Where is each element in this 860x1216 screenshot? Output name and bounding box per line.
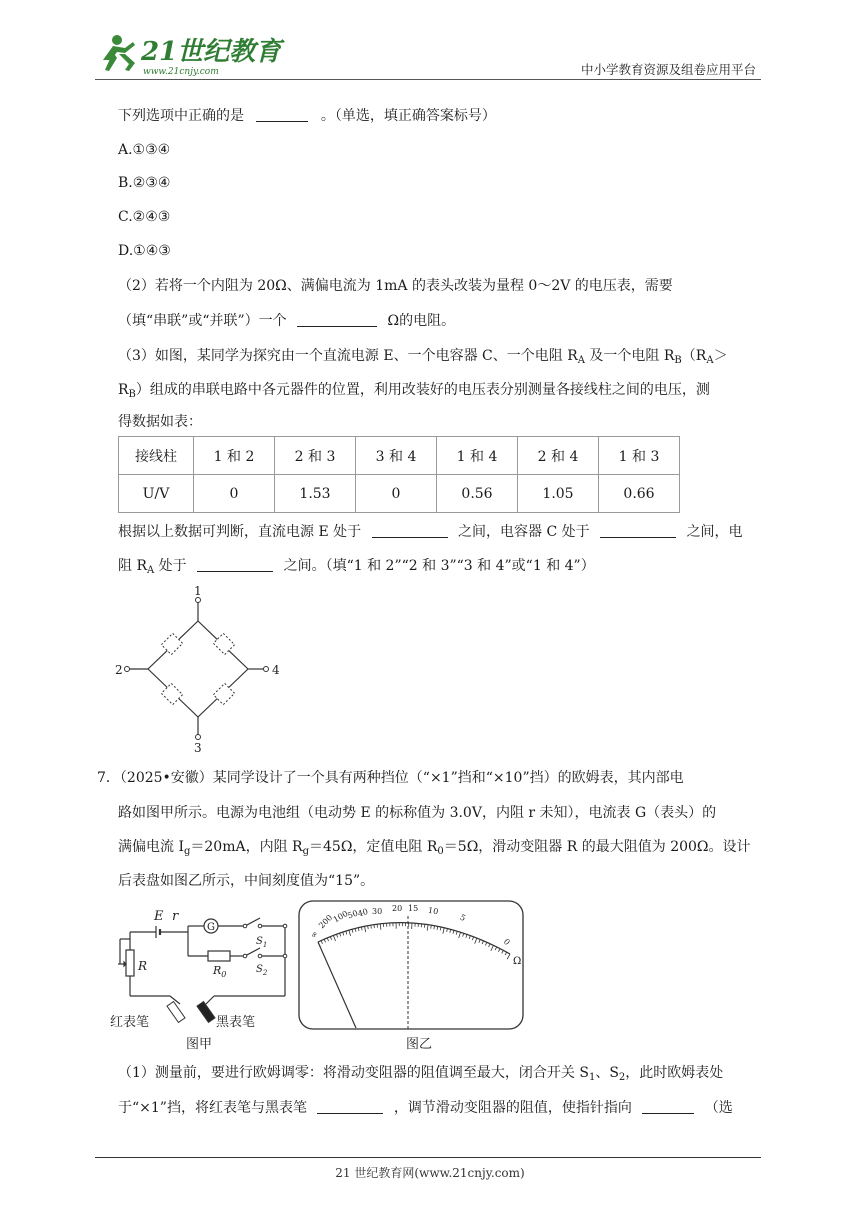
svg-text:S2: $S_2$ <box>256 964 268 977</box>
q7-line3: 满偏电流 $I_g=20mA$，内阻 $R_g=45\Omega$，定值电阻 $R_0=5\Omega$，滑动变阻器 R 的最大阻值为 200Ω。设计 <box>118 839 751 857</box>
dial-tick <box>371 925 372 928</box>
question-intro: 下列选项中正确的是 。（单选，填正确答案标号） <box>118 108 496 124</box>
table-cell: U/V <box>119 475 194 513</box>
dial-tick <box>431 925 432 928</box>
terminal-label: 2 <box>115 663 123 677</box>
dial-unit: Ω <box>513 956 522 967</box>
answer-blank <box>372 523 448 538</box>
part3-line3: 得数据如表： <box>118 414 202 430</box>
table-cell: 接线柱 <box>119 437 194 475</box>
header-platform-text: 中小学教育资源及组卷应用平台 <box>580 62 756 77</box>
ohmmeter-circuit-diagram <box>110 904 296 1052</box>
terminal-label: 3 <box>194 741 202 755</box>
dial-label: 40 <box>356 907 369 919</box>
answer-blank <box>317 1099 383 1114</box>
dial-label: 200 <box>317 913 335 931</box>
dial-label: ∞ <box>308 929 320 940</box>
table-cell: 0.66 <box>599 475 680 513</box>
table-cell: 1 和 4 <box>437 437 518 475</box>
dial-label: 15 <box>408 904 419 913</box>
svg-text:www.21cnjy.com: www.21cnjy.com <box>143 67 219 77</box>
dial-label: 10 <box>427 905 439 917</box>
table-cell: 2 和 4 <box>518 437 599 475</box>
footer-divider <box>95 1157 761 1158</box>
dial-label: 30 <box>372 907 383 916</box>
svg-text:G: G <box>207 922 215 933</box>
red-probe-label: 红表笔 <box>110 1015 150 1030</box>
table-cell: 1.53 <box>275 475 356 513</box>
svg-text:R: R <box>138 959 148 973</box>
svg-text:21世纪教育: 21世纪教育 <box>141 37 282 67</box>
q7-part1-line1: （1）测量前，要进行欧姆调零：将滑动变阻器的阻值调至最大，闭合开关 $S_1$、$S_2$，此时欧姆表处 <box>118 1065 724 1083</box>
table-cell: 1 和 2 <box>194 437 275 475</box>
q7-part1-line2: 于“×1”挡，将红表笔与黑表笔 ，调节滑动变阻器的阻值，使指针指向 （选 <box>118 1100 733 1116</box>
part2-line1: （2）若将一个内阻为 20Ω、满偏电流为 1mA 的表头改装为量程 0～2V 的电压表，需要 <box>118 278 673 294</box>
option-c: C.②④③ <box>118 209 171 225</box>
ohmmeter-dial-diagram <box>296 898 526 1052</box>
voltage-table <box>118 436 680 513</box>
table-cell: 0 <box>356 475 437 513</box>
q7-line2: 路如图甲所示。电源为电池组（电动势 E 的标称值为 3.0V，内阻 r 未知），电流表 G（表头）的 <box>118 805 717 821</box>
part3-line2: $R_B$）组成的串联电路中各元器件的位置，利用改装好的电压表分别测量各接线柱之间的电压，测 <box>118 382 710 400</box>
table-cell: 3 和 4 <box>356 437 437 475</box>
part2-line2: （填“串联”或“并联”）一个 Ω的电阻。 <box>118 313 456 329</box>
svg-text:S1: $S_1$ <box>256 936 268 949</box>
page-footer: 21 世纪教育网(www.21cnjy.com) <box>335 1166 525 1180</box>
answer-blank <box>642 1099 694 1114</box>
terminal-box-diagram <box>112 585 282 755</box>
table-header-row <box>119 437 680 475</box>
option-a: A.①③④ <box>118 142 171 158</box>
q7-line1: 7．（2025•安徽）某同学设计了一个具有两种挡位（“×1”挡和“×10”挡）的欧姆表，其内部电 <box>97 770 684 786</box>
answer-blank <box>197 557 273 572</box>
dial-label: 5 <box>458 912 467 923</box>
terminal-label: 4 <box>272 663 280 677</box>
table-cell: 0.56 <box>437 475 518 513</box>
option-b: B.②③④ <box>118 175 171 191</box>
q7-line4: 后表盘如图乙所示，中间刻度值为“15”。 <box>118 873 375 889</box>
judge-line2: 阻 $R_A$ 处于 之间。（填“1 和 2”“2 和 3”“3 和 4”或“1 和 4”） <box>118 558 595 576</box>
answer-blank <box>600 523 676 538</box>
answer-blank <box>297 312 377 327</box>
judge-line1: 根据以上数据可判断，直流电源 E 处于 之间，电容器 C 处于 之间，电 <box>118 524 743 540</box>
figure-caption: 图甲 <box>186 1037 213 1052</box>
dial-label: 0 <box>501 937 512 948</box>
dial-label: 20 <box>392 904 403 913</box>
page-header <box>95 30 760 80</box>
black-probe-label: 黑表笔 <box>216 1015 256 1030</box>
svg-text:R0: $R_0$ <box>213 964 227 979</box>
table-cell: 0 <box>194 475 275 513</box>
option-d: D.①④③ <box>118 243 171 259</box>
table-cell: 1 和 3 <box>599 437 680 475</box>
site-logo <box>95 30 282 78</box>
dial-label: 100 <box>331 909 350 925</box>
answer-blank <box>256 107 308 122</box>
header-divider <box>95 79 761 80</box>
table-cell: 2 和 3 <box>275 437 356 475</box>
dial-label: 50 <box>346 908 360 921</box>
part3-line1: （3）如图，某同学为探究由一个直流电源 E、一个电容器 C、一个电阻 $R_A$ 及一个电阻 $R_B(R_A>$ <box>118 348 728 366</box>
svg-text:E: E <box>154 909 164 924</box>
figure-caption: 图乙 <box>406 1037 433 1052</box>
terminal-label: 1 <box>194 584 202 598</box>
table-cell: 1.05 <box>518 475 599 513</box>
dial-tick <box>374 925 375 928</box>
svg-text:r: r <box>172 909 179 924</box>
table-row <box>119 475 680 513</box>
